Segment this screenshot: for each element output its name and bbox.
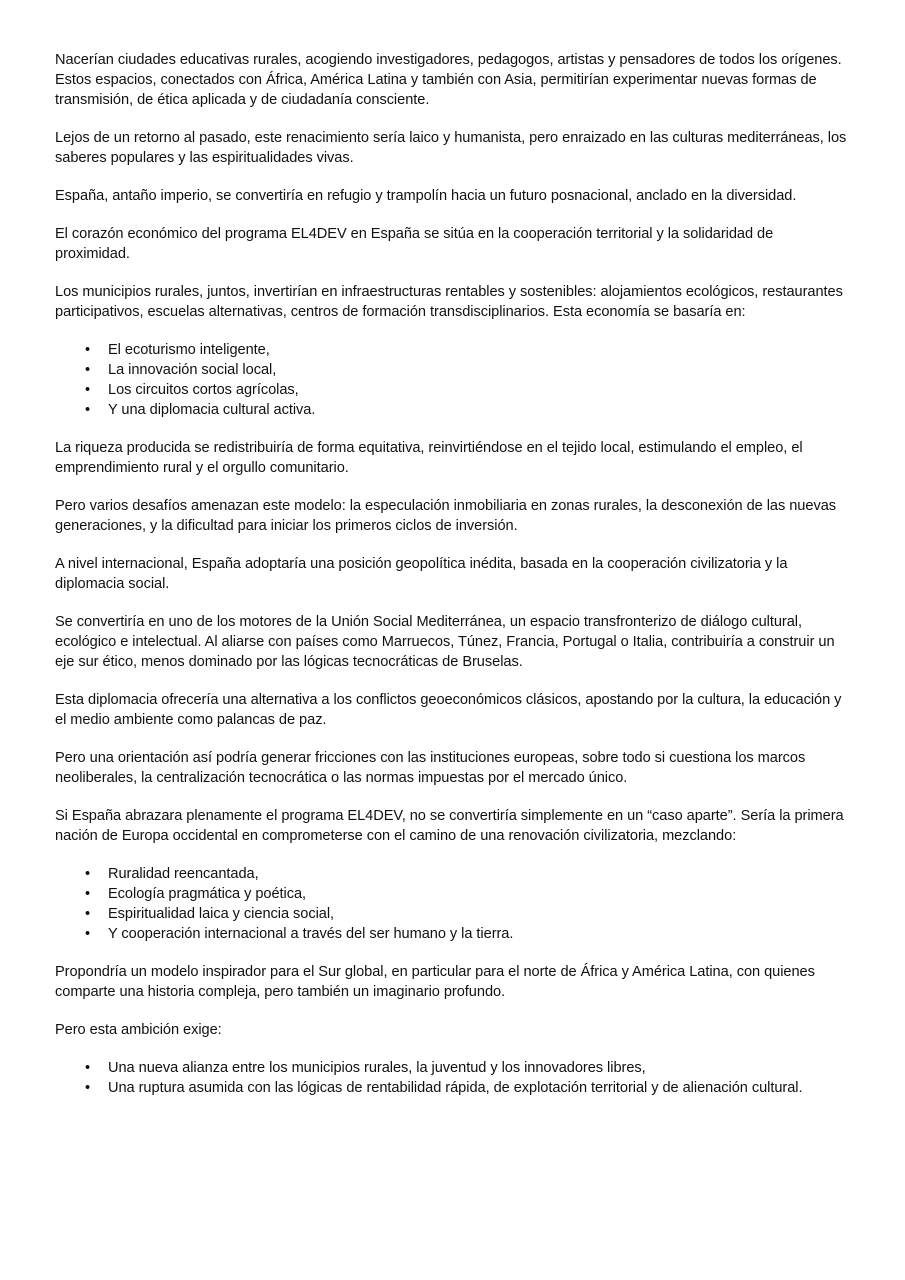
list-item — [55, 924, 850, 944]
paragraph-modelo-sur-global: Propondría un modelo inspirador para el Sur global, en particular para el norte de África y América Latina, con quienes comparte una historia compleja, pero también un imaginario profundo. — [55, 964, 815, 1000]
bullet-point-icon: • — [85, 362, 91, 378]
paragraph-corazon-economico: El corazón económico del programa EL4DEV en España se sitúa en la cooperación territorial y la solidaridad de proximidad. — [55, 226, 774, 262]
list-item-label: El ecoturismo inteligente, — [108, 342, 270, 358]
paragraph-renacimiento-laico: Lejos de un retorno al pasado, este renacimiento sería laico y humanista, pero enraizado en las culturas mediterráneas, los saberes populares y las espiritualidades vivas. — [55, 130, 847, 166]
bullet-point-icon: • — [85, 1080, 91, 1096]
paragraph-municipios-infraestructuras: Los municipios rurales, juntos, invertirían en infraestructuras rentables y sostenibles: alojamientos ecológicos, restaurantes participativos, escuelas alternativas, centros de formación transdisciplinarios. Esta economía se basaría en: — [55, 284, 843, 320]
paragraph-caso-aparte: Si España abrazara plenamente el programa EL4DEV, no se convertiría simplemente en un “caso aparte”. Sería la primera nación de Europa occidental en comprometerse con el camino de una renovación civilizatoria, mezclando: — [55, 808, 844, 844]
list-item — [55, 904, 850, 924]
paragraph-espana-refugio: España, antaño imperio, se convertiría en refugio y trampolín hacia un futuro posnacional, anclado en la diversidad. — [55, 188, 797, 204]
bullet-point-icon: • — [85, 866, 91, 882]
paragraph-fricciones-europeas: Pero una orientación así podría generar fricciones con las instituciones europeas, sobre todo si cuestiona los marcos neoliberales, la centralización tecnocrática o las normas impuestas por el mercado único. — [55, 750, 806, 786]
bullet-point-icon: • — [85, 926, 91, 942]
list-item — [55, 340, 850, 360]
bullet-point-icon: • — [85, 906, 91, 922]
paragraph-union-social-mediterranea: Se convertiría en uno de los motores de la Unión Social Mediterránea, un espacio transfronterizo de diálogo cultural, ecológico e intelectual. Al aliarse con países como Marruecos, Túnez, Francia, Portugal o Italia, contribuiría a construir un eje sur ético, menos dominado por las lógicas tecnocráticas de Bruselas. — [55, 614, 835, 670]
list-item-label: Espiritualidad laica y ciencia social, — [108, 906, 335, 922]
list-item — [55, 1058, 850, 1078]
bullet-point-icon: • — [85, 886, 91, 902]
paragraph-diplomacia-alternativa: Esta diplomacia ofrecería una alternativa a los conflictos geoeconómicos clásicos, apostando por la cultura, la educación y el medio ambiente como palancas de paz. — [55, 692, 842, 728]
bullet-list-renovacion — [55, 864, 850, 944]
list-item-label: Una ruptura asumida con las lógicas de rentabilidad rápida, de explotación territorial y de alienación cultural. — [108, 1080, 803, 1096]
bullet-point-icon: • — [85, 382, 91, 398]
list-item — [55, 360, 850, 380]
list-item-label: Ruralidad reencantada, — [108, 866, 259, 882]
bullet-point-icon: • — [85, 1060, 91, 1076]
list-item — [55, 884, 850, 904]
list-item-label: Ecología pragmática y poética, — [108, 886, 307, 902]
list-item — [55, 864, 850, 884]
paragraph-desafios-modelo: Pero varios desafíos amenazan este modelo: la especulación inmobiliaria en zonas rurales, la desconexión de las nuevas generaciones, y la dificultad para iniciar los primeros ciclos de inversión. — [55, 498, 837, 534]
list-item — [55, 1078, 850, 1098]
paragraph-posicion-geopolitica: A nivel internacional, España adoptaría una posición geopolítica inédita, basada en la cooperación civilizatoria y la diplomacia social. — [55, 556, 788, 592]
paragraph-riqueza-redistribuida: La riqueza producida se redistribuiría de forma equitativa, reinvirtiéndose en el tejido local, estimulando el empleo, el emprendimiento rural y el orgullo comunitario. — [55, 440, 803, 476]
list-item-label: Una nueva alianza entre los municipios rurales, la juventud y los innovadores libres, — [108, 1060, 646, 1076]
bullet-point-icon: • — [85, 402, 91, 418]
bullet-point-icon: • — [85, 342, 91, 358]
list-item — [55, 380, 850, 400]
list-item-label: La innovación social local, — [108, 362, 277, 378]
paragraph-ciudades-educativas: Nacerían ciudades educativas rurales, acogiendo investigadores, pedagogos, artistas y pensadores de todos los orígenes. Estos espacios, conectados con África, América Latina y también con Asia, permitirían experimentar nuevas formas de transmisión, de ética aplicada y de ciudadanía consciente. — [55, 52, 842, 108]
list-item-label: Y una diplomacia cultural activa. — [108, 402, 316, 418]
paragraph-ambicion-exige: Pero esta ambición exige: — [55, 1022, 222, 1038]
list-item-label: Los circuitos cortos agrícolas, — [108, 382, 299, 398]
bullet-list-economia — [55, 340, 850, 420]
document-body — [55, 50, 850, 1098]
bullet-list-ambicion — [55, 1058, 850, 1098]
list-item — [55, 400, 850, 420]
list-item-label: Y cooperación internacional a través del ser humano y la tierra. — [108, 926, 514, 942]
